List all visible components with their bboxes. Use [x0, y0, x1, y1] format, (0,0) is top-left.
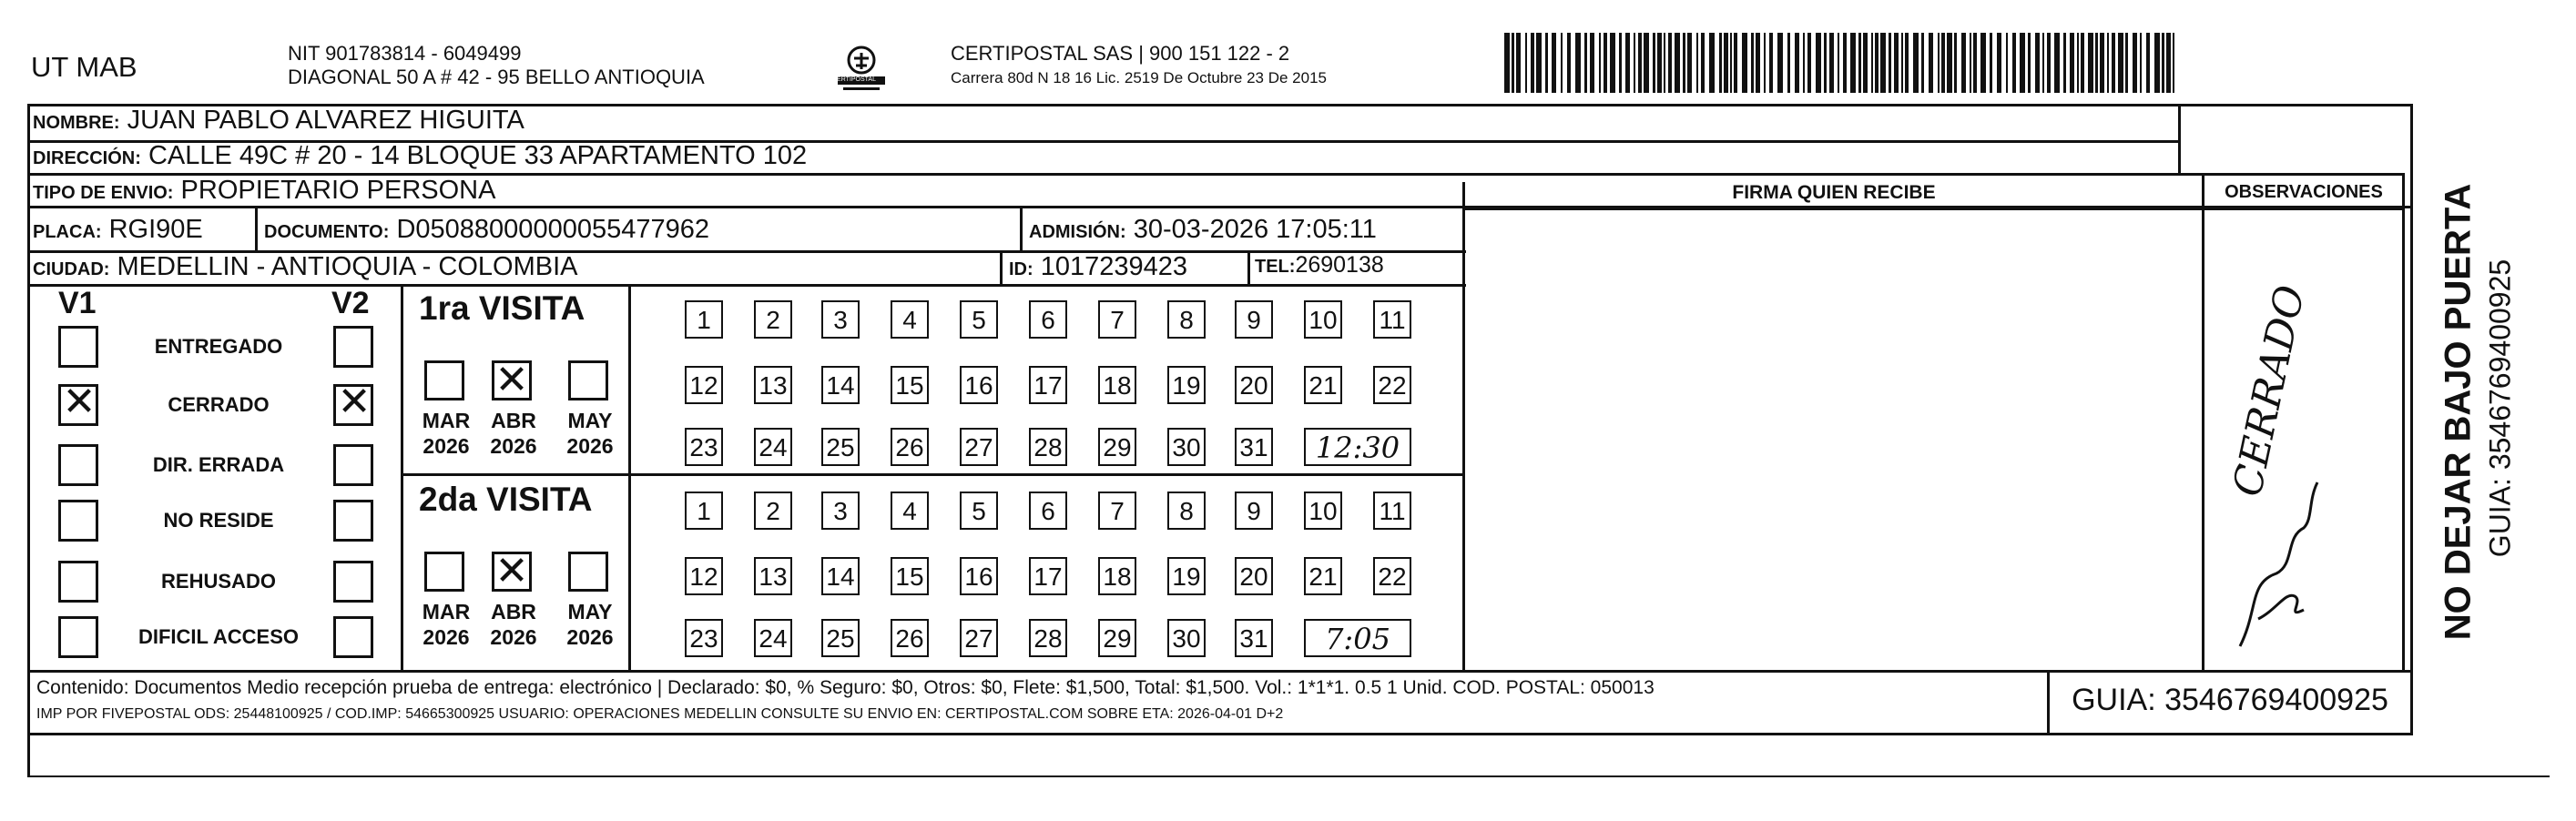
- visit-title-0: 1ra VISITA: [419, 289, 585, 327]
- month-name: MAR: [422, 600, 471, 623]
- month-name: MAY: [567, 600, 613, 623]
- carrier-name: CERTIPOSTAL SAS | 900 151 122 - 2: [951, 42, 1290, 65]
- nit: NIT 901783814 - 6049499: [288, 42, 522, 65]
- barcode-bar: [2012, 33, 2016, 93]
- barcode-bar: [2047, 33, 2051, 93]
- visit-0-day-5[interactable]: 5: [960, 300, 998, 339]
- barcode-bar: [1850, 33, 1856, 93]
- barcode-bar: [1829, 33, 1834, 93]
- barcode-bar: [1941, 33, 1945, 93]
- visit-1-day-21[interactable]: 21: [1304, 557, 1342, 595]
- visit-0-day-19[interactable]: 19: [1167, 366, 1206, 404]
- barcode-bar: [2095, 33, 2098, 93]
- tipo-label: TIPO DE ENVIO:: [33, 183, 174, 203]
- barcode-bar: [2063, 33, 2066, 93]
- barcode-bar: [2020, 33, 2025, 93]
- barcode-bar: [1905, 33, 1909, 93]
- nombre-row: [33, 106, 524, 136]
- barcode-bar: [1675, 33, 1680, 93]
- month-year: 2026: [566, 625, 614, 649]
- visit-1-day-17[interactable]: 17: [1029, 557, 1067, 595]
- barcode-bar: [2162, 33, 2164, 93]
- placa-value: RGI90E: [108, 215, 203, 244]
- barcode-bar: [1929, 33, 1933, 93]
- status-label-2: DIR. ERRADA: [152, 453, 285, 476]
- barcode-bar: [1990, 33, 1992, 93]
- barcode-bar: [1913, 33, 1919, 93]
- admision-value: 30-03-2026 17:05:11: [1133, 215, 1377, 244]
- firma-header: FIRMA QUIEN RECIBE: [1732, 182, 1936, 203]
- barcode-bar: [1687, 33, 1692, 93]
- visit-1-day-26[interactable]: 26: [891, 619, 929, 657]
- visit-1-month-box-2[interactable]: [568, 552, 608, 592]
- visit-1-month-2: [563, 599, 617, 650]
- barcode-bar: [1567, 33, 1571, 93]
- signature-scribble-icon: [2222, 473, 2331, 655]
- barcode-bar: [1619, 33, 1622, 93]
- month-name: ABR: [491, 409, 536, 432]
- documento-value: D05088000000055477962: [396, 215, 709, 244]
- visit-1-day-11[interactable]: 11: [1373, 492, 1411, 530]
- barcode-bar: [1803, 33, 1805, 93]
- barcode-bar: [1730, 33, 1732, 93]
- barcode-bar: [2081, 33, 2084, 93]
- v1-checkbox-4[interactable]: [58, 561, 98, 603]
- documento-row: [264, 215, 709, 245]
- id-row: [1009, 252, 1187, 282]
- observaciones-handwriting: CERRADO: [2224, 281, 2315, 501]
- barcode-bar: [1561, 33, 1563, 93]
- nombre-label: NOMBRE:: [33, 113, 120, 133]
- tel-label: TEL:: [1255, 257, 1296, 277]
- ciudad-row: [33, 252, 578, 282]
- v1-checkbox-5[interactable]: [58, 616, 98, 658]
- barcode-bar: [2088, 33, 2093, 93]
- barcode-bar: [2154, 33, 2160, 93]
- admision-label: ADMISIÓN:: [1029, 222, 1126, 242]
- barcode-bar: [1657, 33, 1662, 93]
- v2-label: V2: [331, 286, 370, 320]
- barcode-bar: [2125, 33, 2128, 93]
- barcode-bar: [1875, 33, 1879, 93]
- barcode-bar: [1997, 33, 2001, 93]
- month-year: 2026: [423, 434, 470, 458]
- visit-0-day-31[interactable]: 31: [1235, 428, 1273, 466]
- barcode-bar: [1590, 33, 1594, 93]
- visit-1-month-box-0[interactable]: [424, 552, 464, 592]
- visit-0-day-8[interactable]: 8: [1167, 300, 1206, 339]
- direccion-row: [33, 141, 807, 171]
- barcode-bar: [2133, 33, 2137, 93]
- barcode-bar: [1668, 33, 1672, 93]
- v2-checkbox-4[interactable]: [333, 561, 373, 603]
- barcode-bar: [1838, 33, 1839, 93]
- visit-1-day-3[interactable]: 3: [821, 492, 860, 530]
- visit-1-month-1: [486, 599, 541, 650]
- tel-row: [1255, 252, 1384, 279]
- barcode-bar: [1795, 33, 1799, 93]
- v2-checkbox-2[interactable]: [333, 444, 373, 486]
- visit-0-day-3[interactable]: 3: [821, 300, 860, 339]
- direccion-label: DIRECCIÓN:: [33, 148, 141, 168]
- month-x-mark-icon: ✕: [494, 549, 529, 593]
- visit-0-day-28[interactable]: 28: [1029, 428, 1067, 466]
- barcode-bar: [1552, 33, 1556, 93]
- visit-1-day-4[interactable]: 4: [891, 492, 929, 530]
- tipo-value: PROPIETARIO PERSONA: [180, 176, 496, 205]
- barcode-bar: [2173, 33, 2174, 93]
- visit-0-day-13[interactable]: 13: [754, 366, 792, 404]
- visit-0-day-20[interactable]: 20: [1235, 366, 1273, 404]
- v1-checkbox-2[interactable]: [58, 444, 98, 486]
- barcode-bar: [1777, 33, 1783, 93]
- id-label: ID:: [1009, 259, 1033, 279]
- documento-label: DOCUMENTO:: [264, 222, 390, 242]
- ciudad-value: MEDELLIN - ANTIOQUIA - COLOMBIA: [117, 252, 578, 281]
- visit-0-day-29[interactable]: 29: [1098, 428, 1136, 466]
- status-label-0: ENTREGADO: [154, 335, 283, 358]
- visit-0-day-6[interactable]: 6: [1029, 300, 1067, 339]
- barcode-bar: [1871, 33, 1873, 93]
- barcode-bar: [1816, 33, 1821, 93]
- nombre-value: JUAN PABLO ALVAREZ HIGUITA: [127, 106, 524, 135]
- barcode-bar: [1653, 33, 1655, 93]
- barcode-bar: [1584, 33, 1587, 93]
- visit-0-day-9[interactable]: 9: [1235, 300, 1273, 339]
- visit-0-day-2[interactable]: 2: [754, 300, 792, 339]
- barcode-bar: [1921, 33, 1924, 93]
- barcode-bar: [1634, 33, 1635, 93]
- month-x-mark-icon: ✕: [494, 358, 529, 402]
- barcode-bar: [1894, 33, 1899, 93]
- barcode-bar: [1664, 33, 1665, 93]
- visit-0-day-30[interactable]: 30: [1167, 428, 1206, 466]
- barcode-bar: [1512, 33, 1514, 93]
- placa-label: PLACA:: [33, 222, 102, 242]
- status-label-3: NO RESIDE: [163, 509, 274, 532]
- month-name: MAY: [567, 409, 613, 432]
- visit-0-month-2: [563, 408, 617, 459]
- visit-1-time: 7:05: [1304, 619, 1411, 657]
- barcode-bar: [1545, 33, 1548, 93]
- ciudad-label: CIUDAD:: [33, 259, 110, 279]
- barcode-bar: [1938, 33, 1940, 93]
- barcode-bar: [1525, 33, 1527, 93]
- tel-value: 2690138: [1295, 252, 1384, 278]
- barcode-bar: [2146, 33, 2150, 93]
- barcode-bar: [2028, 33, 2031, 93]
- barcode-bar: [2054, 33, 2060, 93]
- visit-1-day-16[interactable]: 16: [960, 557, 998, 595]
- barcode-bar: [2035, 33, 2040, 93]
- visit-1-day-20[interactable]: 20: [1235, 557, 1273, 595]
- visit-0-day-22[interactable]: 22: [1373, 366, 1411, 404]
- barcode-bar: [2140, 33, 2142, 93]
- visit-0-month-1: [486, 408, 541, 459]
- visit-1-day-7[interactable]: 7: [1098, 492, 1136, 530]
- barcode-bar: [1696, 33, 1698, 93]
- visit-0-day-4[interactable]: 4: [891, 300, 929, 339]
- visit-1-day-2[interactable]: 2: [754, 492, 792, 530]
- visit-1-day-24[interactable]: 24: [754, 619, 792, 657]
- barcode-bar: [1575, 33, 1581, 93]
- visit-0-day-16[interactable]: 16: [960, 366, 998, 404]
- barcode-bar: [1683, 33, 1685, 93]
- side-guia: GUIA: 3546769400925: [2483, 258, 2517, 558]
- observaciones-header: OBSERVACIONES: [2225, 182, 2383, 202]
- month-name: ABR: [491, 600, 536, 623]
- barcode-bar: [1756, 33, 1760, 93]
- barcode-bar: [1954, 33, 1957, 93]
- barcode-bar: [2006, 33, 2008, 93]
- barcode-bar: [1901, 33, 1903, 93]
- visit-0-day-10[interactable]: 10: [1304, 300, 1342, 339]
- barcode-bar: [2118, 33, 2123, 93]
- visit-1-day-8[interactable]: 8: [1167, 492, 1206, 530]
- barcode-bar: [1719, 33, 1722, 93]
- footer-contenido: Contenido: Documentos Medio recepción prueba de entrega: electrónico | Declarado: $0, % Seguro: $0, Otros: $0, Flete: $1,500, Total: $1,500. Vol.: 1*1*1. 0.5 1 Unid. COD. POSTAL: 050013: [36, 677, 1655, 698]
- barcode-bar: [1604, 33, 1607, 93]
- barcode-bar: [1880, 33, 1886, 93]
- visit-0-time: 12:30: [1304, 428, 1411, 466]
- visit-1-day-5[interactable]: 5: [960, 492, 998, 530]
- footer-guia: GUIA: 3546769400925: [2072, 683, 2388, 717]
- month-year: 2026: [490, 625, 537, 649]
- barcode-bar: [1764, 33, 1766, 93]
- carrier-address: Carrera 80d N 18 16 Lic. 2519 De Octubre 23 De 2015: [951, 69, 1327, 86]
- visit-0-day-11[interactable]: 11: [1373, 300, 1411, 339]
- visit-1-day-1[interactable]: 1: [685, 492, 723, 530]
- status-label-1: CERRADO: [168, 393, 270, 416]
- visit-1-day-19[interactable]: 19: [1167, 557, 1206, 595]
- placa-row: [33, 215, 203, 245]
- barcode-bar: [1858, 33, 1861, 93]
- barcode: [1504, 33, 2178, 93]
- visit-1-day-12[interactable]: 12: [685, 557, 723, 595]
- visit-0-day-27[interactable]: 27: [960, 428, 998, 466]
- visit-1-day-6[interactable]: 6: [1029, 492, 1067, 530]
- barcode-bar: [1536, 33, 1542, 93]
- visit-0-day-21[interactable]: 21: [1304, 366, 1342, 404]
- visit-1-day-10[interactable]: 10: [1304, 492, 1342, 530]
- visit-0-day-15[interactable]: 15: [891, 366, 929, 404]
- month-year: 2026: [566, 434, 614, 458]
- visit-1-day-13[interactable]: 13: [754, 557, 792, 595]
- cerrado-x-mark-icon: ✕: [62, 380, 97, 424]
- barcode-bar: [1863, 33, 1868, 93]
- visit-1-day-28[interactable]: 28: [1029, 619, 1067, 657]
- visit-0-day-18[interactable]: 18: [1098, 366, 1136, 404]
- direccion-value: CALLE 49C # 20 - 14 BLOQUE 33 APARTAMENTO 102: [148, 141, 808, 170]
- id-value: 1017239423: [1040, 252, 1188, 281]
- visit-1-day-22[interactable]: 22: [1373, 557, 1411, 595]
- v2-checkbox-3[interactable]: [333, 500, 373, 542]
- admision-row: [1029, 215, 1377, 245]
- barcode-bar: [1709, 33, 1715, 93]
- v1-label: V1: [58, 286, 97, 320]
- month-year: 2026: [490, 434, 537, 458]
- visit-1-day-14[interactable]: 14: [821, 557, 860, 595]
- barcode-bar: [1599, 33, 1601, 93]
- barcode-bar: [1961, 33, 1966, 93]
- barcode-bar: [1742, 33, 1747, 93]
- barcode-bar: [2112, 33, 2115, 93]
- visit-1-day-31[interactable]: 31: [1235, 619, 1273, 657]
- visit-1-day-15[interactable]: 15: [891, 557, 929, 595]
- visit-1-day-23[interactable]: 23: [685, 619, 723, 657]
- v2-checkbox-5[interactable]: [333, 616, 373, 658]
- visit-0-month-0: [419, 408, 473, 459]
- barcode-bar: [1824, 33, 1827, 93]
- month-name: MAR: [422, 409, 471, 432]
- barcode-bar: [1751, 33, 1754, 93]
- visit-0-day-7[interactable]: 7: [1098, 300, 1136, 339]
- visit-0-day-25[interactable]: 25: [821, 428, 860, 466]
- visit-0-day-23[interactable]: 23: [685, 428, 723, 466]
- barcode-bar: [1610, 33, 1615, 93]
- visit-0-day-1[interactable]: 1: [685, 300, 723, 339]
- barcode-bar: [1625, 33, 1630, 93]
- visit-0-month-box-2[interactable]: [568, 360, 608, 400]
- barcode-bar: [1889, 33, 1891, 93]
- barcode-bar: [2070, 33, 2074, 93]
- visit-0-day-12[interactable]: 12: [685, 366, 723, 404]
- visit-title-1: 2da VISITA: [419, 481, 593, 518]
- logo-text: CERTIPOSTAL: [832, 76, 876, 83]
- barcode-bar: [1843, 33, 1847, 93]
- barcode-bar: [1787, 33, 1790, 93]
- barcode-bar: [2107, 33, 2109, 93]
- barcode-bar: [2166, 33, 2171, 93]
- tipo-envio-row: [33, 176, 495, 206]
- visit-0-day-14[interactable]: 14: [821, 366, 860, 404]
- side-no-dejar: NO DEJAR BAJO PUERTA: [2438, 183, 2479, 641]
- barcode-bar: [1769, 33, 1773, 93]
- visit-0-day-26[interactable]: 26: [891, 428, 929, 466]
- barcode-bar: [1980, 33, 1986, 93]
- visit-1-month-0: [419, 599, 473, 650]
- footer-imp: IMP POR FIVEPOSTAL ODS: 25448100925 / COD.IMP: 54665300925 USUARIO: OPERACIONES MEDELLIN CONSULTE SU ENVIO EN: CERTIPOSTAL.COM SOBRE ETA: 2026-04-01 D+2: [36, 706, 1284, 722]
- v1-checkbox-3[interactable]: [58, 500, 98, 542]
- visit-0-day-17[interactable]: 17: [1029, 366, 1067, 404]
- v2-checkbox-0[interactable]: [333, 326, 373, 368]
- status-label-4: REHUSADO: [161, 570, 276, 593]
- barcode-bar: [1973, 33, 1977, 93]
- barcode-bar: [1970, 33, 1971, 93]
- barcode-bar: [1724, 33, 1728, 93]
- visit-1-day-25[interactable]: 25: [821, 619, 860, 657]
- visit-1-day-27[interactable]: 27: [960, 619, 998, 657]
- barcode-bar: [2077, 33, 2079, 93]
- barcode-bar: [1531, 33, 1534, 93]
- company-name: UT MAB: [31, 51, 137, 83]
- barcode-bar: [2042, 33, 2044, 93]
- visit-0-month-box-0[interactable]: [424, 360, 464, 400]
- visit-0-day-24[interactable]: 24: [754, 428, 792, 466]
- month-year: 2026: [423, 625, 470, 649]
- barcode-bar: [1734, 33, 1737, 93]
- barcode-bar: [1504, 33, 1510, 93]
- visit-1-day-9[interactable]: 9: [1235, 492, 1273, 530]
- v1-checkbox-0[interactable]: [58, 326, 98, 368]
- barcode-bar: [1701, 33, 1705, 93]
- barcode-bar: [2100, 33, 2104, 93]
- barcode-bar: [1644, 33, 1649, 93]
- visit-1-day-18[interactable]: 18: [1098, 557, 1136, 595]
- barcode-bar: [1947, 33, 1952, 93]
- barcode-bar: [1516, 33, 1521, 93]
- barcode-bar: [1807, 33, 1811, 93]
- sender-address: DIAGONAL 50 A # 42 - 95 BELLO ANTIOQUIA: [288, 66, 705, 88]
- certipostal-logo-icon: [834, 40, 889, 95]
- cerrado-x-mark-icon: ✕: [337, 380, 372, 424]
- status-label-5: DIFICIL ACCESO: [137, 625, 299, 648]
- visit-1-day-30[interactable]: 30: [1167, 619, 1206, 657]
- visit-1-day-29[interactable]: 29: [1098, 619, 1136, 657]
- barcode-bar: [1638, 33, 1642, 93]
